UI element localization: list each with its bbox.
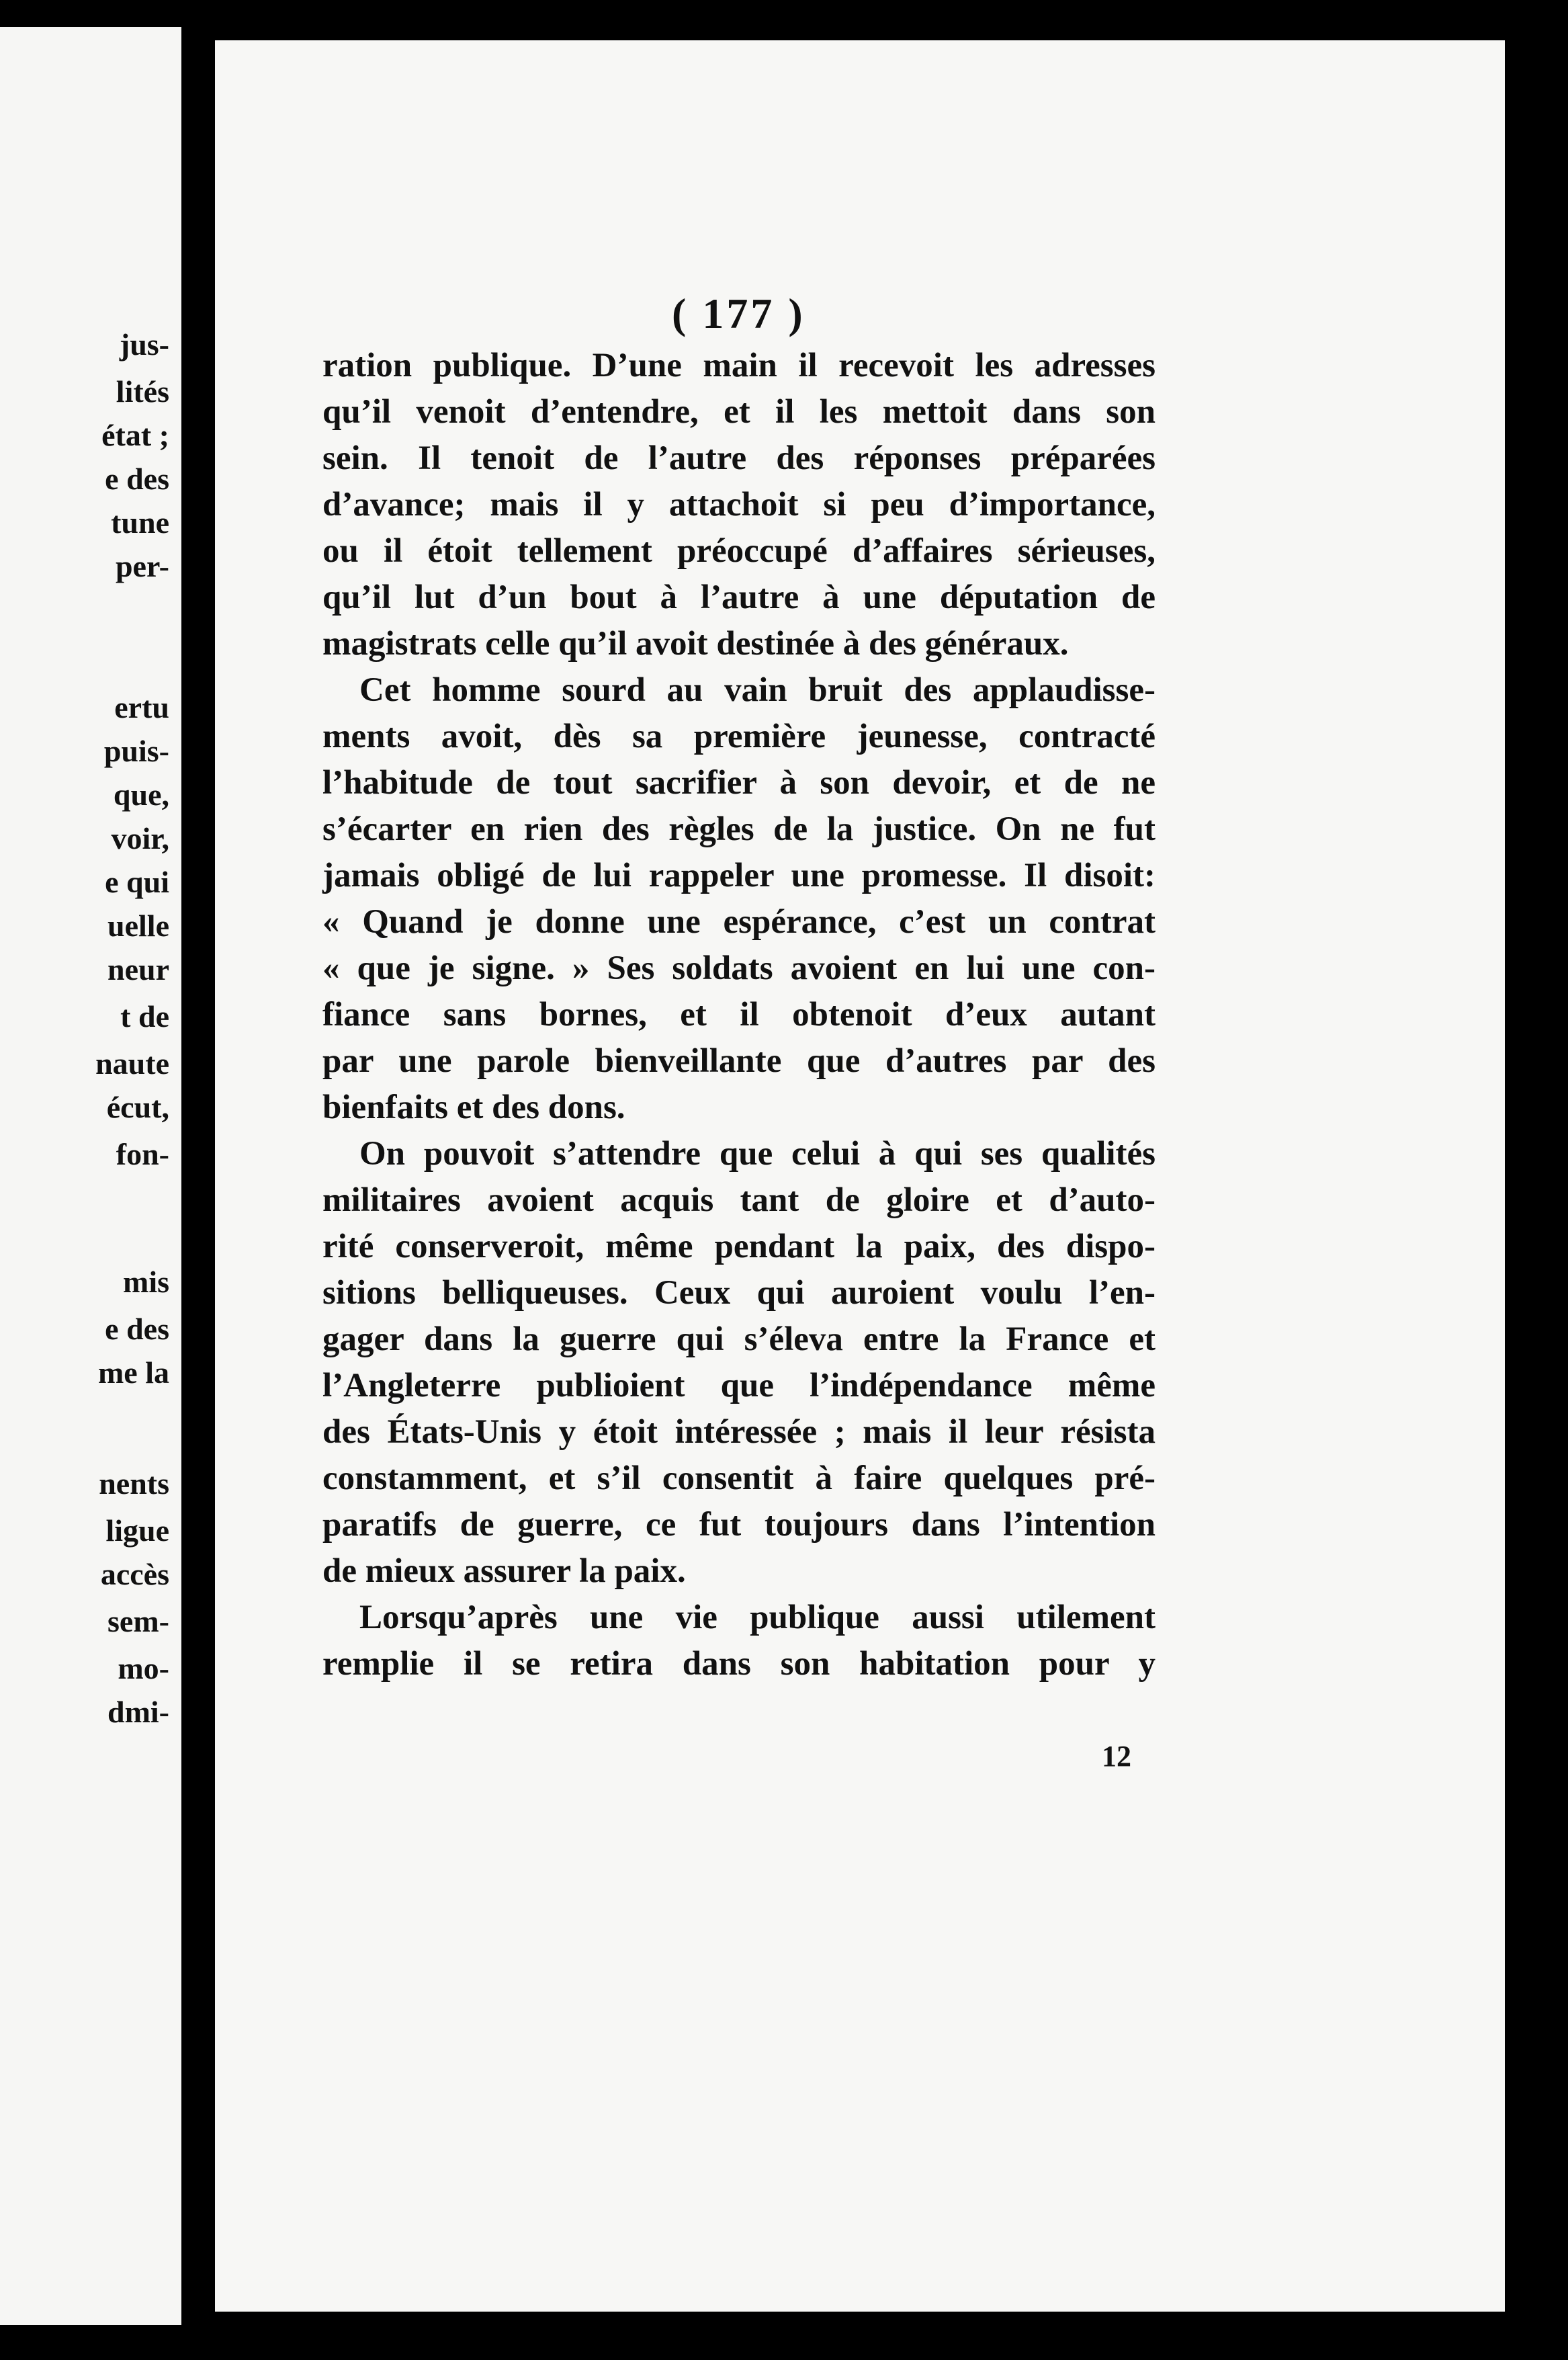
text-line: bienfaits et des dons. [322, 1089, 625, 1126]
text-line: gager dans la guerre qui s’éleva entre la France et [322, 1320, 1156, 1358]
text-line: ration publique. D’une main il recevoit les adresses [322, 347, 1156, 384]
text-line: constamment, et s’il consentit à faire quelques pré- [322, 1460, 1156, 1497]
left-page-line: accès [100, 1557, 169, 1591]
text-line: rité conserveroit, même pendant la paix, des dispo- [322, 1228, 1156, 1265]
text-line: magistrats celle qu’il avoit destinée à des généraux. [322, 625, 1069, 663]
page-edge [1505, 0, 1568, 2360]
left-page-line: état ; [101, 418, 169, 452]
text-line: l’habitude de tout sacrifier à son devoir, et de ne [322, 764, 1156, 802]
left-page-line: me la [97, 1355, 169, 1390]
text-line: militaires avoient acquis tant de gloire et d’auto- [322, 1181, 1156, 1219]
left-page-line: neur [107, 952, 169, 986]
page-number: ( 177 ) [672, 290, 805, 337]
text-line: jamais obligé de lui rappeler une promesse. Il disoit: [322, 857, 1156, 894]
text-line: « que je signe. » Ses soldats avoient en lui une con- [322, 950, 1156, 987]
text-line: ments avoit, dès sa première jeunesse, contracté [322, 718, 1156, 755]
text-line: Lorsqu’après une vie publique aussi utilement [359, 1599, 1156, 1636]
left-page-line: mis [123, 1265, 169, 1299]
text-line: On pouvoit s’attendre que celui à qui ses qualités [359, 1135, 1156, 1173]
left-page-line: que, [113, 777, 169, 812]
text-line: s’écarter en rien des règles de la justice. On ne fut [322, 810, 1156, 848]
signature-mark: 12 [1102, 1740, 1131, 1773]
text-line: qu’il venoit d’entendre, et il les mettoit dans son [322, 393, 1156, 431]
left-page-line: uelle [107, 909, 169, 943]
left-page-line: e des [105, 462, 169, 496]
page-body-text [322, 343, 1156, 1687]
left-page-line: e qui [105, 865, 169, 899]
left-page-line: puis- [103, 734, 169, 768]
left-page-line: lités [116, 374, 169, 409]
left-page-line: voir, [111, 821, 169, 855]
left-page-line: ertu [114, 690, 169, 724]
left-page-line: naute [95, 1046, 169, 1081]
left-page-line: sem- [107, 1604, 169, 1638]
text-line: des États-Unis y étoit intéressée ; mais il leur résista [322, 1413, 1156, 1451]
left-page-line: ligue [105, 1513, 169, 1548]
text-line: Cet homme sourd au vain bruit des applaudisse- [359, 671, 1156, 709]
page-gutter [181, 0, 215, 2360]
text-line: d’avance; mais il y attachoit si peu d’importance, [322, 486, 1156, 523]
text-line: sein. Il tenoit de l’autre des réponses préparées [322, 439, 1156, 477]
text-line: ou il étoit tellement préoccupé d’affaires sérieuses, [322, 532, 1156, 570]
text-line: paratifs de guerre, ce fut toujours dans l’intention [322, 1506, 1156, 1544]
text-line: remplie il se retira dans son habitation pour y [322, 1645, 1156, 1683]
left-page-line: jus- [119, 327, 169, 362]
left-page-line: t de [120, 999, 169, 1034]
left-page-line: dmi- [107, 1695, 169, 1729]
left-page-fragment [0, 27, 181, 2325]
text-line: fiance sans bornes, et il obtenoit d’eux autant [322, 996, 1156, 1034]
left-page-line: e des [105, 1312, 169, 1346]
text-line: par une parole bienveillante que d’autres par des [322, 1042, 1156, 1080]
text-line: « Quand je donne une espérance, c’est un contrat [322, 903, 1156, 941]
left-page-line: per- [115, 549, 169, 583]
left-page-line: fon- [116, 1137, 169, 1171]
left-page-line: nents [99, 1466, 169, 1501]
text-line: sitions belliqueuses. Ceux qui auroient voulu l’en- [322, 1274, 1156, 1312]
text-line: qu’il lut d’un bout à l’autre à une députation de [322, 579, 1156, 616]
left-page-line: mo- [118, 1651, 169, 1685]
left-page-line: tune [111, 505, 169, 540]
text-line: de mieux assurer la paix. [322, 1552, 686, 1590]
text-line: l’Angleterre publioient que l’indépendance même [322, 1367, 1156, 1404]
left-page-line: écut, [106, 1090, 169, 1124]
